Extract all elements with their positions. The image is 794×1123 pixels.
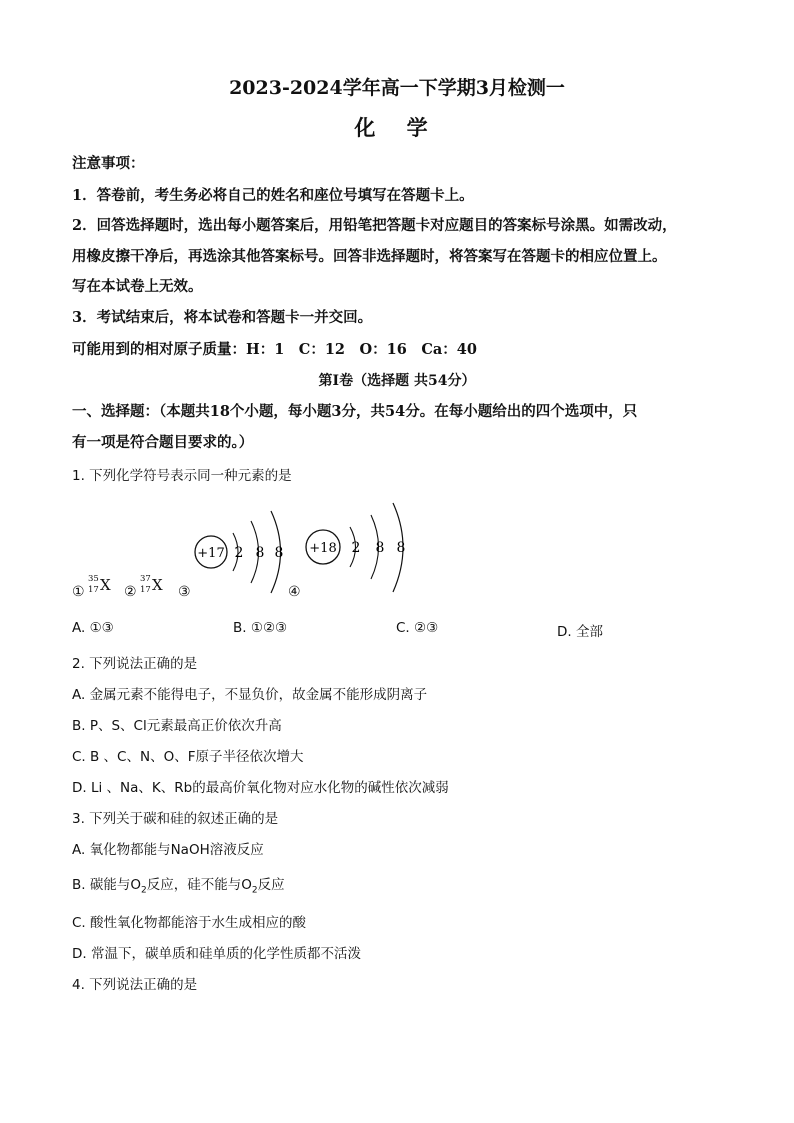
nucleus-charge: +18 xyxy=(309,541,337,556)
notice-heading: 注意事项： xyxy=(72,155,145,172)
q3-option-d: D. 常温下，碳单质和硅单质的化学性质都不活泼 xyxy=(72,946,361,962)
exam-title: 2023-2024学年高一下学期3月检测一 xyxy=(229,77,565,99)
q1-option-c: C. ②③ xyxy=(396,620,439,636)
q1-isotope-2-mass: 37 xyxy=(140,574,151,584)
q1-isotope-1-number: 17 xyxy=(88,585,99,595)
q3-option-b-part3: 反应 xyxy=(257,877,285,893)
q3-option-b-part1: B. 碳能与O xyxy=(72,877,141,893)
q3-option-b-sub1: 2 xyxy=(140,885,147,896)
q2-option-a: A. 金属元素不能得电子，不显负价，故金属不能形成阴离子 xyxy=(72,687,428,703)
q4-stem: 4. 下列说法正确的是 xyxy=(72,977,198,993)
q2-option-d: D. Li 、Na、K、Rb的最高价氧化物对应水化物的碱性依次减弱 xyxy=(72,780,449,796)
section-intro-line-2: 有一项是符合题目要求的。） xyxy=(72,434,254,451)
q3-option-b-sub2: 2 xyxy=(251,885,258,896)
shell-2-electrons: 8 xyxy=(255,545,265,561)
q1-item4-mark: ④ xyxy=(288,584,301,600)
shell-3-electrons: 8 xyxy=(396,540,406,556)
q1-isotope-1 xyxy=(88,574,114,600)
section-title: 第Ⅰ卷（选择题 共54分） xyxy=(318,373,476,389)
notice-item-3: 3．考试结束后，将本试卷和答题卡一并交回。 xyxy=(72,309,373,326)
q1-option-a: A. ①③ xyxy=(72,620,114,636)
q2-option-c: C. B 、C、N、O、F原子半径依次增大 xyxy=(72,749,304,765)
q1-item3-mark: ③ xyxy=(178,584,191,600)
subject-title: 化 学 xyxy=(354,115,440,140)
shell-1-electrons: 2 xyxy=(234,545,244,561)
q1-isotope-1-symbol: X xyxy=(100,576,111,594)
q1-isotope-2 xyxy=(140,574,166,600)
q1-option-d: D. 全部 xyxy=(557,624,603,640)
shell-1-electrons: 2 xyxy=(351,540,361,556)
nucleus-charge: +17 xyxy=(197,546,225,561)
notice-item-2-line-1: 2．回答选择题时，选出每小题答案后，用铅笔把答题卡对应题目的答案标号涂黑。如需改动， xyxy=(72,217,677,234)
q1-stem: 1. 下列化学符号表示同一种元素的是 xyxy=(72,468,292,484)
q3-stem: 3. 下列关于碳和硅的叙述正确的是 xyxy=(72,811,279,827)
notice-item-1: 1．答卷前，考生务必将自己的姓名和座位号填写在答题卡上。 xyxy=(72,187,474,204)
q3-option-c: C. 酸性氧化物都能溶于水生成相应的酸 xyxy=(72,915,307,931)
section-intro-line-1: 一、选择题：（本题共18个小题，每小题3分，共54分。在每小题给出的四个选项中，只 xyxy=(72,403,638,420)
q3-option-b-part2: 反应，硅不能与O xyxy=(146,877,252,893)
q3-option-b xyxy=(72,873,285,896)
q2-stem: 2. 下列说法正确的是 xyxy=(72,656,198,672)
shell-3-electrons: 8 xyxy=(274,545,284,561)
notice-item-2-line-2: 用橡皮擦干净后，再选涂其他答案标号。回答非选择题时，将答案写在答题卡的相应位置上。 xyxy=(72,248,667,265)
q1-isotope-1-mass: 35 xyxy=(88,574,99,584)
notice-item-2-line-3: 写在本试卷上无效。 xyxy=(72,278,203,295)
q1-isotope-2-number: 17 xyxy=(140,585,151,595)
q1-item2-mark: ② xyxy=(124,584,137,600)
q1-atom-structure-3 xyxy=(190,505,290,595)
atomic-mass-line: 可能用到的相对原子质量：H：1 C：12 O：16 Ca：40 xyxy=(72,341,477,358)
q3-option-a: A. 氧化物都能与NaOH溶液反应 xyxy=(72,842,264,858)
shell-2-electrons: 8 xyxy=(375,540,385,556)
q1-item1-mark: ① xyxy=(72,584,85,600)
q1-option-b: B. ①②③ xyxy=(233,620,288,636)
q2-option-b: B. P、S、Cl元素最高正价依次升高 xyxy=(72,718,282,734)
q1-isotope-2-symbol: X xyxy=(152,576,163,594)
q1-atom-structure-4 xyxy=(302,500,412,595)
